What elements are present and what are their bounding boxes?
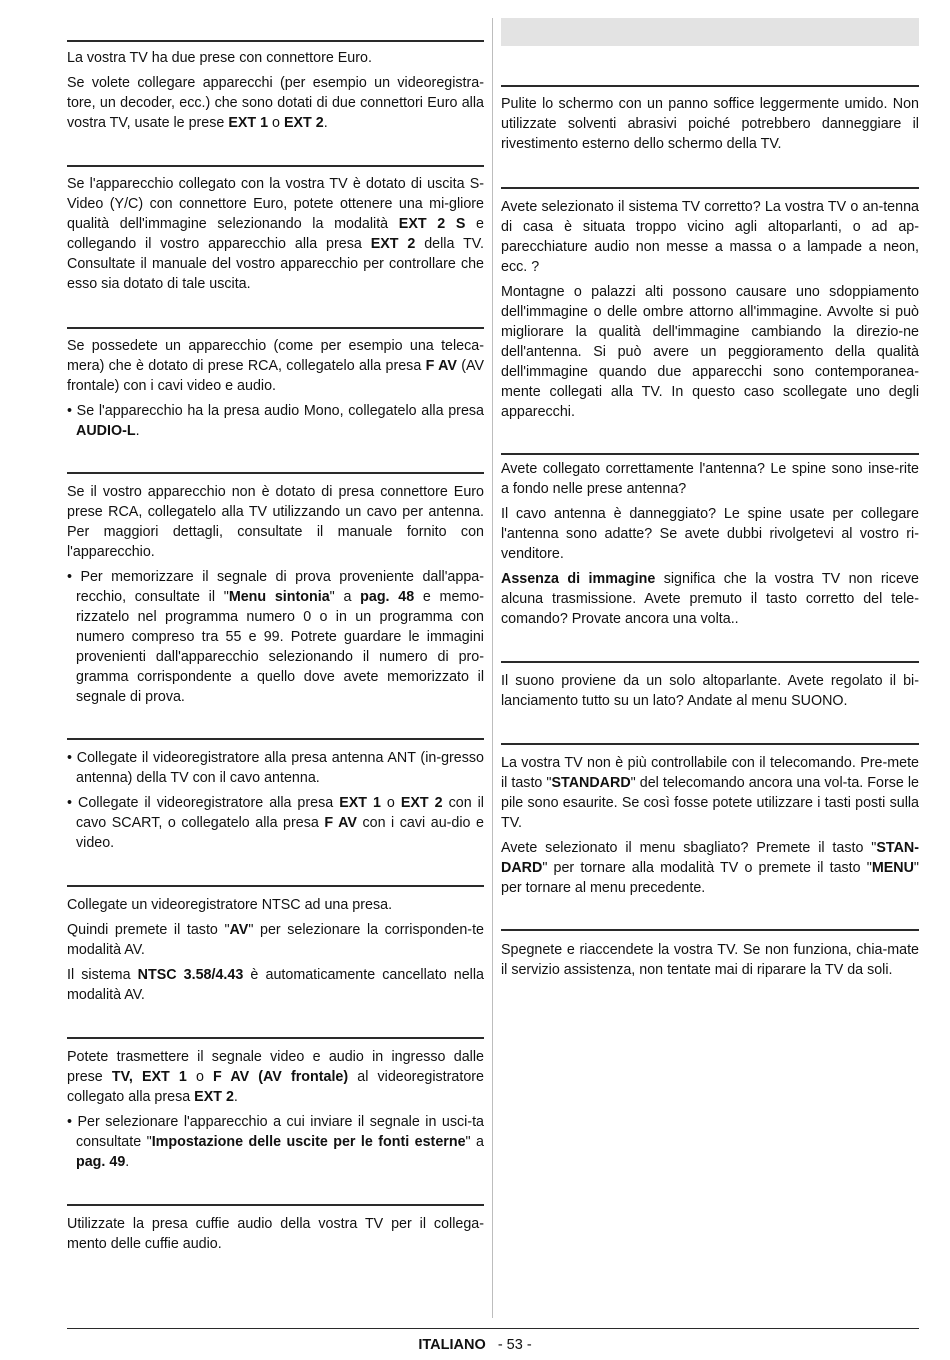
footer-language: ITALIANO [418, 1337, 486, 1353]
section-sound [501, 671, 919, 711]
page-number: - 53 - [497, 1337, 532, 1353]
section-euro-connectors [67, 48, 484, 133]
section-svideo [67, 174, 484, 294]
paragraph: Avete selezionato il sistema TV corretto? La vostra TV o an-tenna di casa è situata troppo vicino agli altoparlanti, o ad ap-parecchiature audio non messe a massa o a lampade a neon, ecc. ? [501, 199, 919, 275]
section-vcr [67, 748, 484, 853]
paragraph: Pulite lo schermo con un panno soffice leggermente umido. Non utilizzate solventi abrasivi poiché potrebbero danneggiare il rivestimento esterno dello schermo della TV. [501, 96, 919, 152]
paragraph: Assenza di immagine significa che la vostra TV non riceve alcuna trasmissione. Avete premuto il tasto corretto del tele-comando? Provate ancora una volta.. [501, 571, 919, 627]
paragraph: La vostra TV ha due prese con connettore Euro. [67, 50, 372, 66]
footer-rule [67, 1328, 919, 1329]
paragraph: Il sistema NTSC 3.58/4.43 è automaticamente cancellato nella modalità AV. [67, 967, 484, 1003]
bullet-item: • Per memorizzare il segnale di prova proveniente dall'appa-recchio, consultate il "Menu sintonia" a pag. 48 e memo-rizzatelo nel programma numero 0 o in un programma con numero compreso tra 55 e 99. Potrete guardare le immagini provenienti dall'apparecchio selezionando il numero di pro-gramma corrispondente a quello dove avete memorizzato il segnale di prova. [67, 569, 485, 705]
paragraph: Quindi premete il tasto "AV" per selezionare la corrisponden-te modalità AV. [67, 922, 484, 958]
section-antenna-cable [67, 482, 484, 707]
section-rule [67, 1037, 484, 1039]
section-rule [501, 187, 919, 189]
paragraph: Se possedete un apparecchio (come per esempio una teleca-mera) che è dotato di prese RCA, collegatelo alla presa F AV (AV frontale) con i cavi video e audio. [67, 338, 484, 394]
bullet-item: • Per selezionare l'apparecchio a cui inviare il segnale in usci-ta consultate "Impostazione delle uscite per le fonti esterne" a pag. 49. [67, 1114, 484, 1170]
column-divider [492, 18, 493, 1318]
page-footer [0, 1335, 950, 1355]
header-band [501, 18, 919, 46]
paragraph: Potete trasmettere il segnale video e audio in ingresso dalle prese TV, EXT 1 o F AV (AV frontale) al videoregistratore collegato alla presa EXT 2. [67, 1049, 484, 1105]
section-rule [67, 327, 484, 329]
section-rule [67, 885, 484, 887]
section-rule [67, 40, 484, 42]
paragraph: Se volete collegare apparecchi (per esempio un videoregistra-tore, un decoder, ecc.) che sono dotati di due connettori Euro alla vostra TV, usate le prese EXT 1 o EXT 2. [67, 75, 484, 131]
paragraph: Collegate un videoregistratore NTSC ad una presa. [67, 897, 393, 913]
section-rca [67, 336, 484, 441]
paragraph: Avete collegato correttamente l'antenna? Le spine sono inse-rite a fondo nelle prese antenna? [501, 461, 919, 497]
section-no-solution [501, 940, 919, 980]
section-ntsc [67, 895, 484, 1005]
paragraph: Montagne o palazzi alti possono causare uno sdoppiamento dell'immagine o delle ombre attorno all'immagine. Avvolte si può migliorare la qualità dell'immagine cambiando la direzio-ne dell'antenna. Si può avere un peggioramento della qualità dell'immagine quando due apparecchi sono contemporanea-mente collegati alla TV. In questo caso scollegate uno degli apparecchi. [501, 284, 919, 420]
bullet-item: • Collegate il videoregistratore alla presa antenna ANT (in-gresso antenna) della TV con il cavo antenna. [67, 750, 484, 786]
section-rule [501, 85, 919, 87]
section-poor-picture [501, 197, 919, 422]
paragraph: Se il vostro apparecchio non è dotato di presa connettore Euro prese RCA, collegatelo alla TV utilizzando un cavo per antenna. Per maggiori dettagli, consultate il manuale fornito con l'apparecchio. [67, 484, 484, 560]
section-signal-output [67, 1047, 484, 1172]
bullet-item: • Se l'apparecchio ha la presa audio Mono, collegatelo alla presa AUDIO-L. [67, 403, 484, 439]
section-rule [67, 472, 484, 474]
paragraph: Spegnete e riaccendete la vostra TV. Se non funziona, chia-mate il servizio assistenza, non tentate mai di riparare la TV da soli. [501, 942, 919, 978]
bullet-item: • Collegate il videoregistratore alla presa EXT 1 o EXT 2 con il cavo SCART, o collegatelo alla presa F AV con i cavi au-dio e video. [67, 795, 484, 851]
section-rule [67, 738, 484, 740]
paragraph: Il suono proviene da un solo altoparlante. Avete regolato il bi-lanciamento tutto su un lato? Andate al menu SUONO. [501, 673, 919, 709]
section-rule [501, 743, 919, 745]
section-rule [67, 165, 484, 167]
section-rule [501, 453, 919, 455]
paragraph: Avete selezionato il menu sbagliato? Premete il tasto "STAN-DARD" per tornare alla modalità TV o premete il tasto "MENU" per tornare al menu precedente. [501, 840, 919, 896]
paragraph: Il cavo antenna è danneggiato? Le spine usate per collegare l'antenna sono adatte? Se avete dubbi rivolgetevi al vostro ri-venditore. [501, 506, 919, 562]
section-rule [501, 929, 919, 931]
section-no-picture [501, 459, 919, 629]
section-rule [501, 661, 919, 663]
paragraph: La vostra TV non è più controllabile con il telecomando. Pre-mete il tasto "STANDARD" del telecomando ancora una vol-ta. Forse le pile sono esaurite. Se così fosse potete utilizzare i tasti posti sulla TV. [501, 755, 920, 831]
section-rule [67, 1204, 484, 1206]
section-headphones [67, 1214, 484, 1254]
paragraph: Se l'apparecchio collegato con la vostra TV è dotato di uscita S-Video (Y/C) con connettore Euro, potete ottenere una mi-gliore qualità dell'immagine selezionando la modalità EXT 2 S e collegando il vostro apparecchio alla presa EXT 2 della TV. Consultate il manuale del vostro apparecchio per controllare che esso sia dotato di tale uscita. [67, 176, 484, 292]
section-remote-control [501, 753, 919, 898]
section-screen-care [501, 94, 919, 154]
paragraph: Utilizzate la presa cuffie audio della vostra TV per il collega-mento delle cuffie audio. [67, 1216, 484, 1252]
